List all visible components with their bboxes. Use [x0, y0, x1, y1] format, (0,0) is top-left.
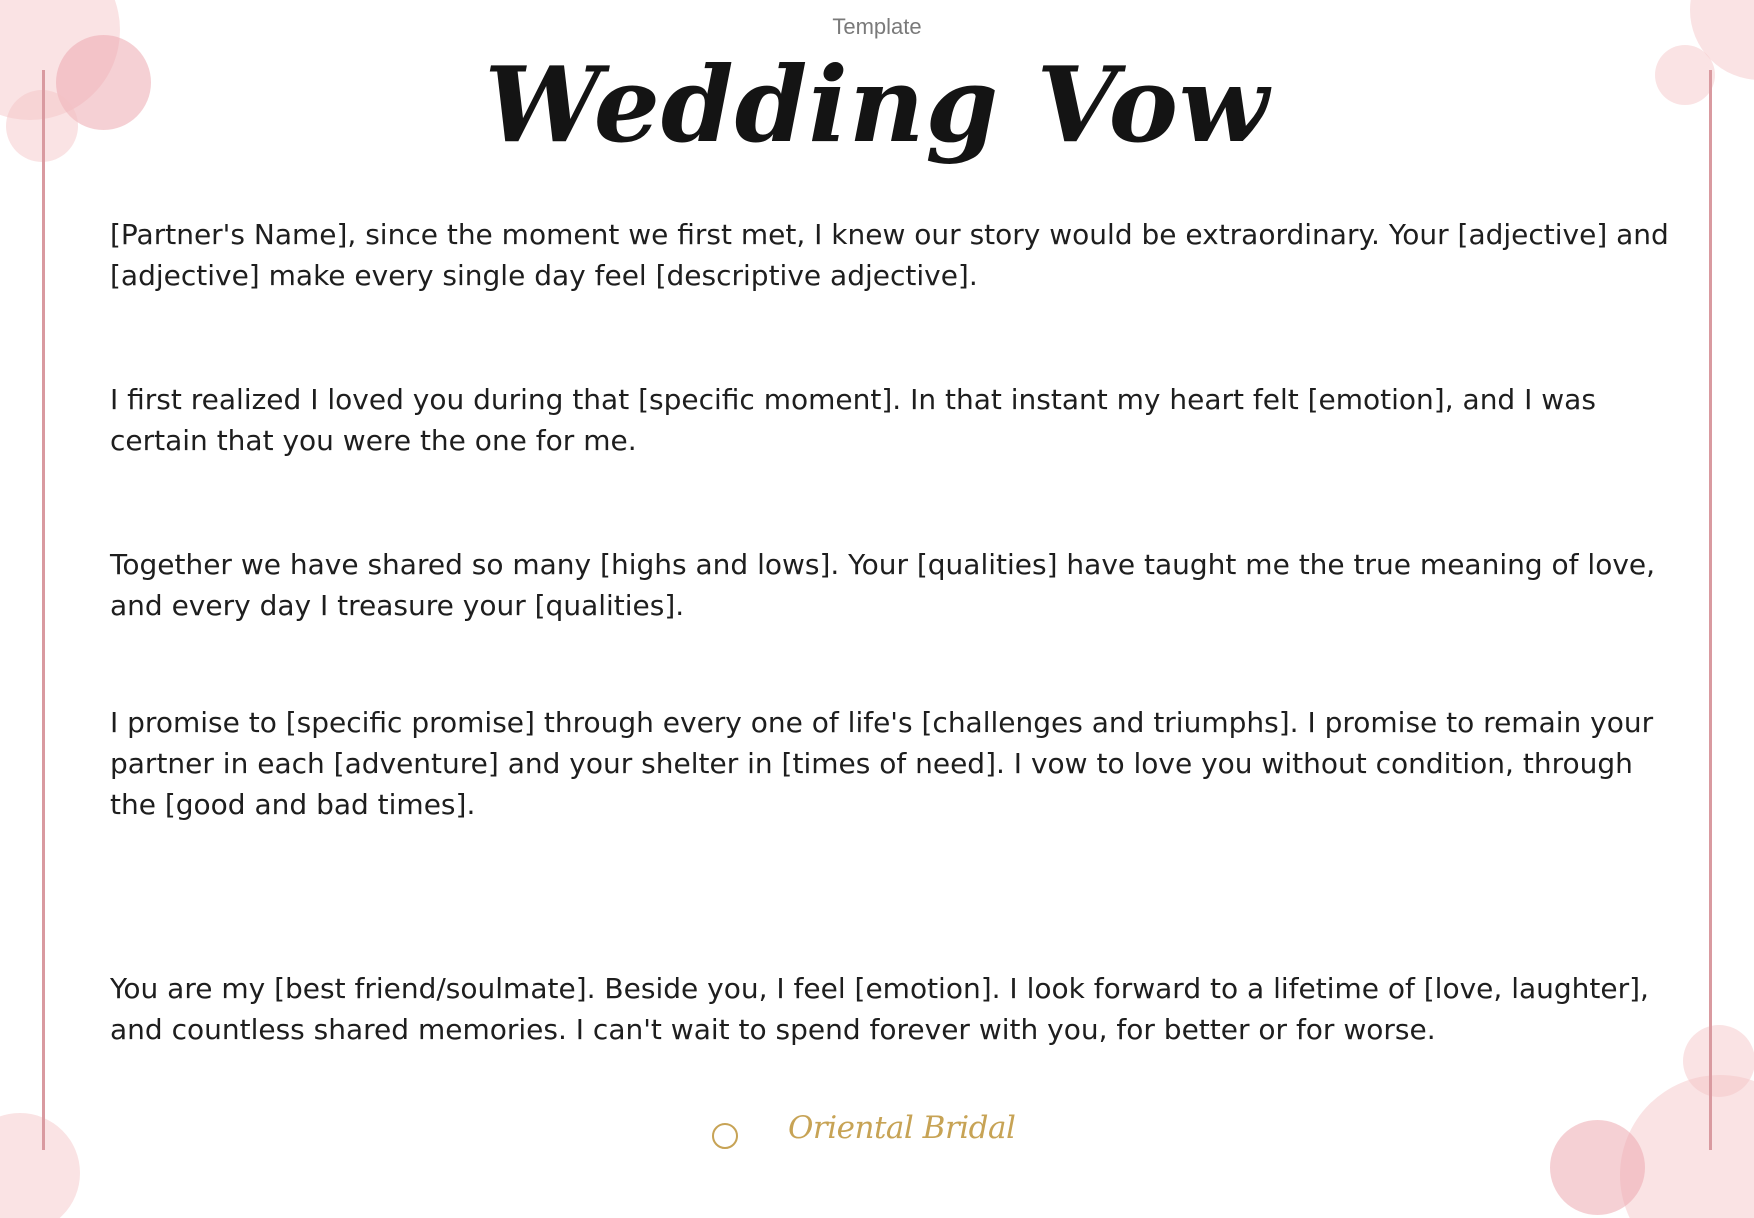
vow-paragraph-2: I first realized I loved you during that [specific moment]. In that instant my heart felt [emotion], and I was certain that you were the one for me.: [110, 383, 1596, 457]
vow-paragraph-3: Together we have shared so many [highs and lows]. Your [qualities] have taught me the true meaning of love, and every day I treasure your [qualities].: [110, 548, 1656, 622]
petal-decoration-bottom-right-small: [1683, 1025, 1754, 1097]
vow-paragraph-1: [Partner's Name], since the moment we first met, I knew our story would be extraordinary. Your [adjective] and [adjective] make every single day feel [descriptive adjective].: [110, 218, 1669, 292]
vow-paragraph-5: You are my [best friend/soulmate]. Beside you, I feel [emotion]. I look forward to a lifetime of [love, laughter], and countless shared memories. I can't wait to spend forever with you, for better or for worse.: [110, 972, 1649, 1046]
brand-logo-ring-icon: [712, 1123, 738, 1149]
brand-name: Oriental Bridal: [788, 1110, 1016, 1146]
right-border-line: [1709, 70, 1712, 1150]
petal-decoration-bottom-right-medium: [1550, 1120, 1645, 1215]
document-type-label: Template: [832, 14, 922, 39]
vow-paragraph-4: I promise to [specific promise] through every one of life's [challenges and triumphs]. I promise to remain your partner in each [adventure] and your shelter in [times of need]. I vow to love you without condition, through the [good and bad times].: [110, 706, 1654, 821]
petal-decoration-bottom-left: [0, 1113, 80, 1218]
left-border-line: [42, 70, 45, 1150]
page-title: Wedding Vow: [484, 43, 1270, 166]
